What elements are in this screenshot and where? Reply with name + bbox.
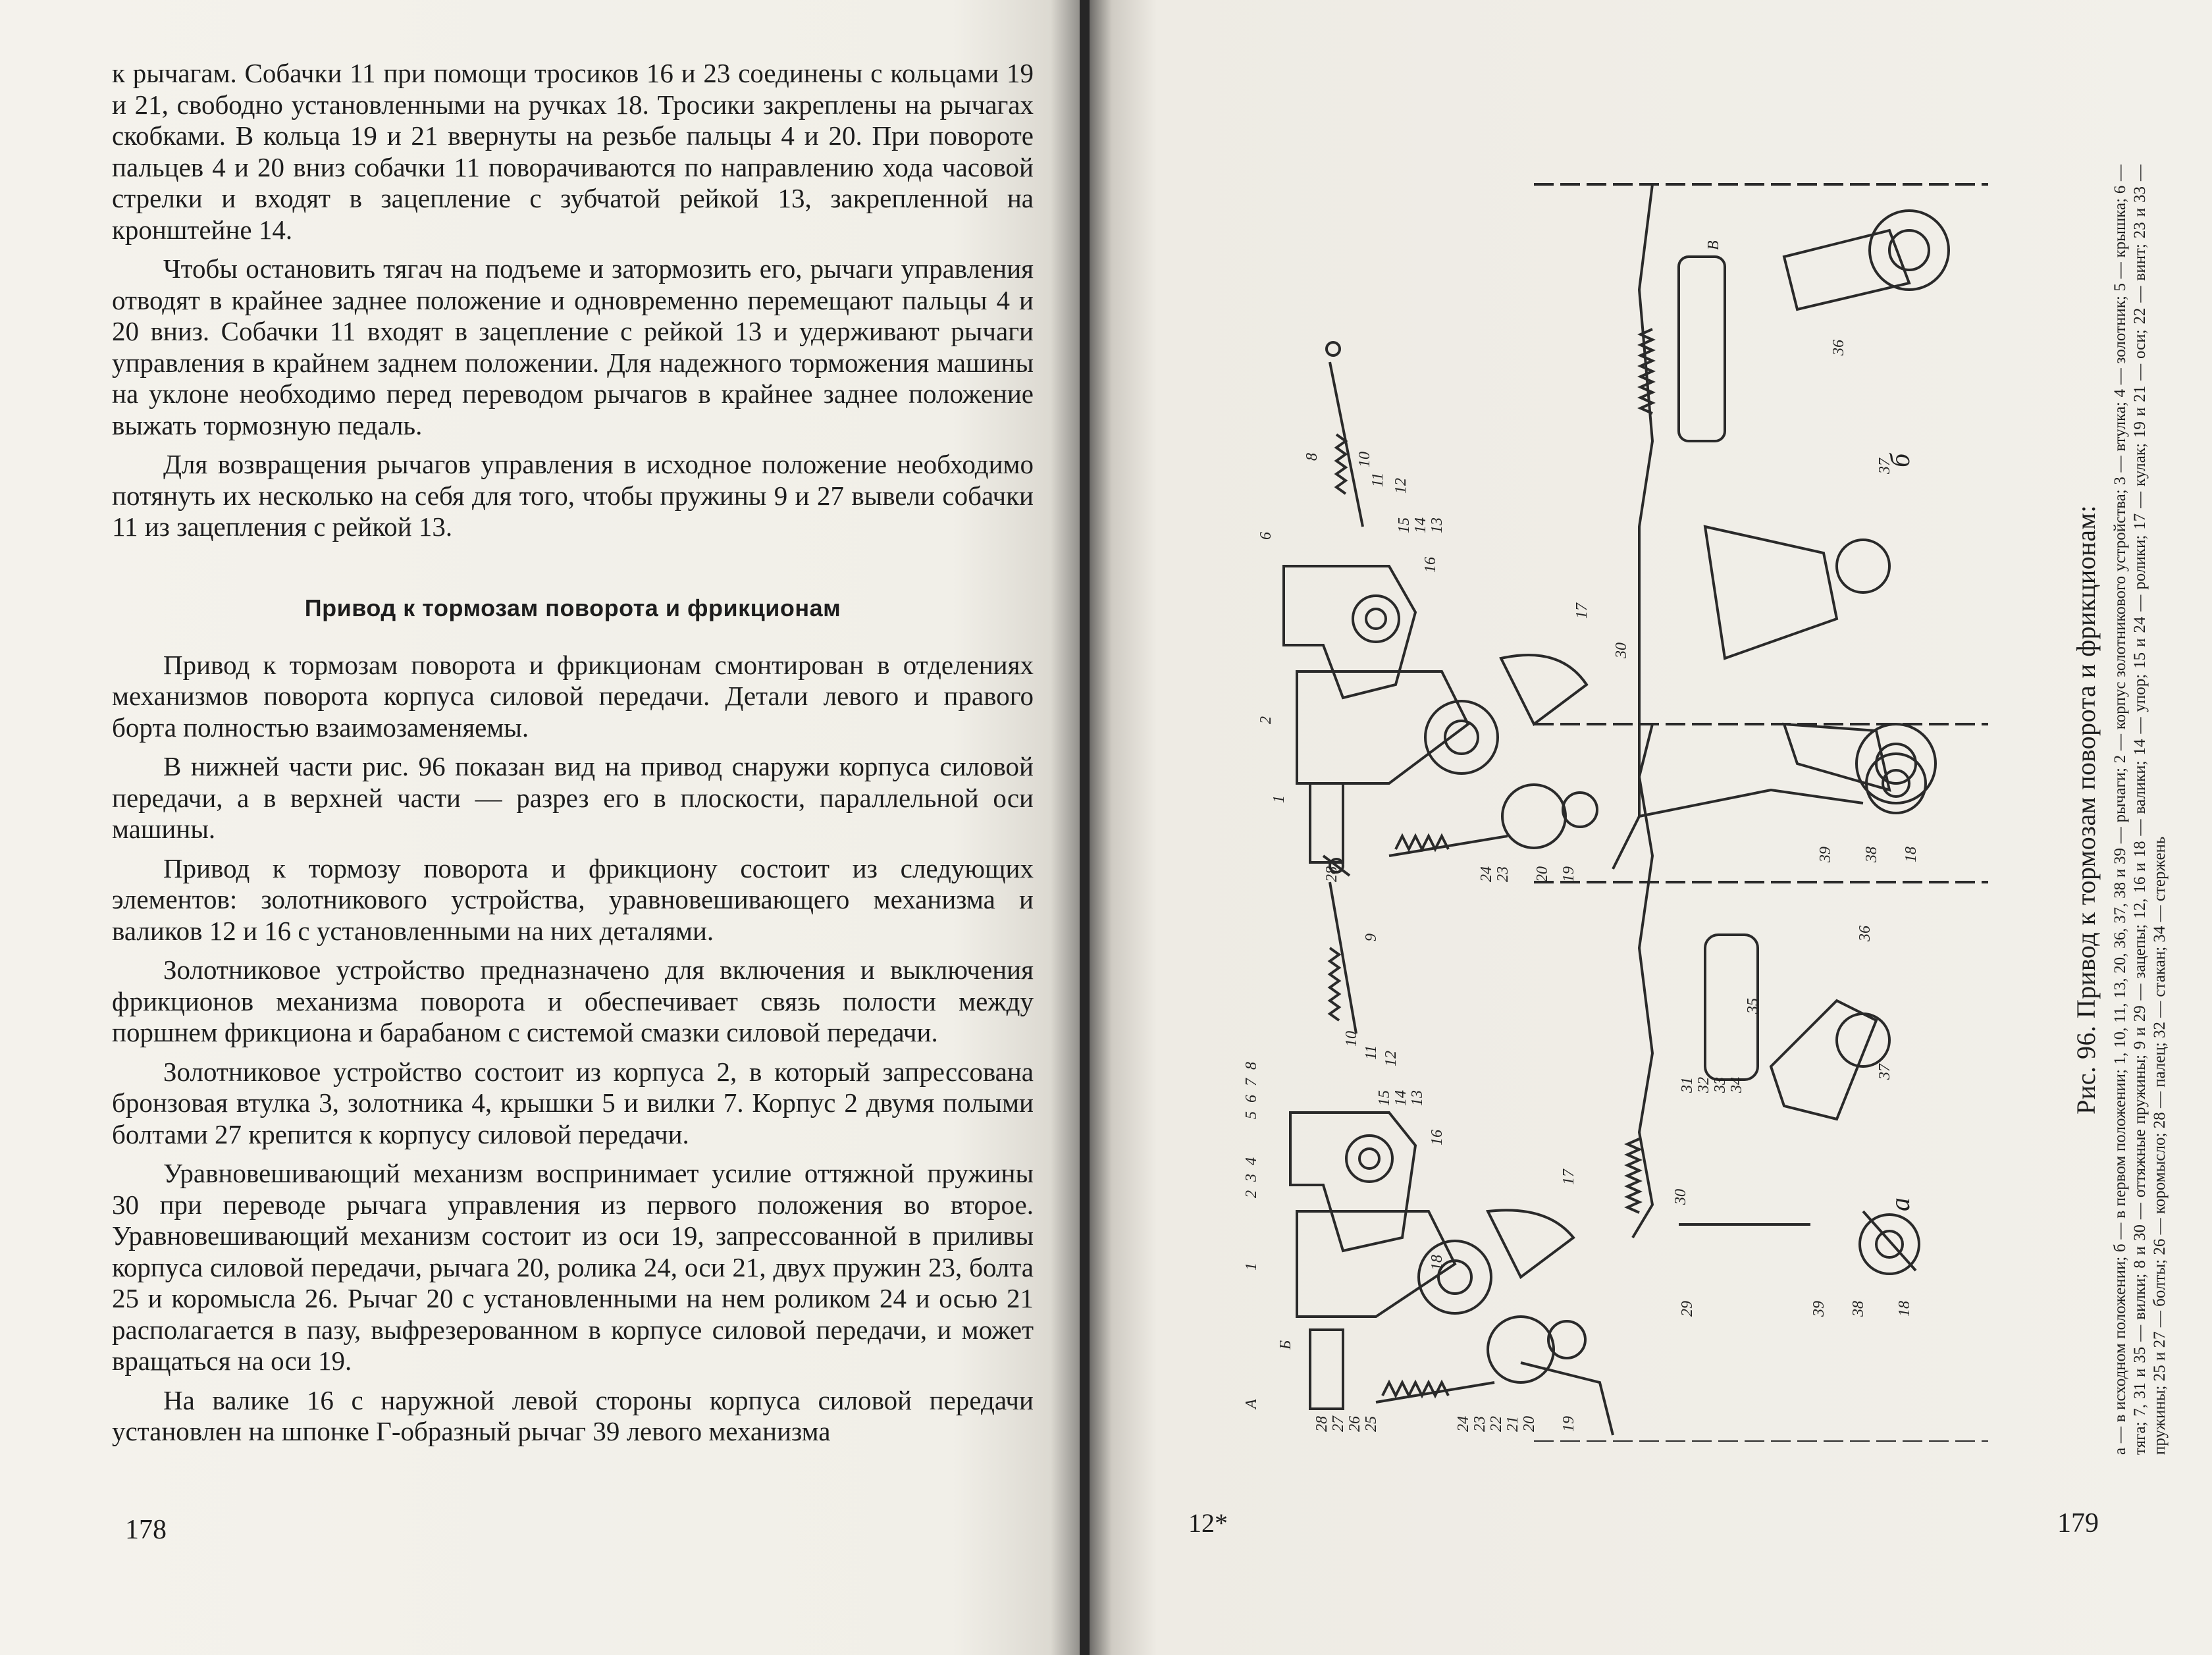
paragraph-9: Уравновешивающий механизм воспринимает усилие оттяжной пружины 30 при переводе рычага управления из первого положения во второе. Уравновешивающий механизм состоит из оси 19, запрессованной в приливы корпуса силовой передачи, рычага 20, ролика 24, оси 21, двух пружин 23, болта 25 и коромысла 26. Рычаг 20 с установленными на нем роликом 24 и осью 21 располагается в пазу, выфрезерованном в корпусе силовой передачи, и может вращаться на оси 19. — [112, 1158, 1034, 1376]
label-b-37: 37 — [1876, 458, 1893, 474]
label-b-20: 20 — [1534, 866, 1551, 882]
paragraph-2: Чтобы остановить тягач на подъеме и затормозить его, рычаги управления отводят в крайнее заднее положение и одновременно перемещают пальцы 4 и 20 вниз. Собачки 11 входят в зацепление с рейкой 13 и удерживают рычаги управления в крайнем заднем положении. Для надежного торможения машины на уклоне необходимо перед переводом рычагов в крайнее заднее положение выжать тормозную педаль. — [112, 253, 1034, 440]
subfigure-a-label: а — [1885, 1197, 1916, 1211]
left-page — [0, 0, 1083, 1655]
label-a-10: 10 — [1343, 1031, 1360, 1047]
label-a-36: 36 — [1856, 926, 1874, 941]
label-b-6: 6 — [1257, 532, 1275, 540]
label-a-18: 18 — [1429, 1255, 1446, 1271]
label-b-24: 24 — [1478, 866, 1495, 882]
label-a-35: 35 — [1745, 998, 1762, 1014]
label-a-39: 39 — [1810, 1301, 1828, 1317]
label-a-A: А — [1243, 1399, 1260, 1409]
label-b-39: 39 — [1817, 847, 1834, 862]
label-b-18: 18 — [1903, 847, 1920, 862]
label-a-9: 9 — [1363, 933, 1380, 941]
label-b-10: 10 — [1356, 452, 1373, 467]
label-a-25: 25 — [1363, 1416, 1380, 1432]
labels-subfig-b-bottom — [1613, 240, 1920, 863]
label-a-7: 7 — [1243, 1078, 1260, 1086]
label-a-37: 37 — [1876, 1064, 1893, 1080]
paragraph-7: Золотниковое устройство предназначено для включения и выключения фрикционов механизма поворота и обеспечивает связь полости между поршнем фрикциона и барабаном с системой смазки силовой передачи. — [112, 955, 1034, 1047]
label-a-27: 27 — [1330, 1416, 1347, 1432]
left-text-column — [112, 58, 1034, 1448]
label-b-15: 15 — [1396, 517, 1413, 533]
label-b-30: 30 — [1613, 643, 1630, 658]
labels-subfig-a-bottom — [1672, 926, 1913, 1317]
label-a-12: 12 — [1382, 1051, 1400, 1066]
drawing-b-bottom — [1534, 184, 1988, 882]
label-a-33: 33 — [1712, 1077, 1729, 1093]
label-a-B: Б — [1277, 1340, 1294, 1350]
label-a-20: 20 — [1521, 1416, 1538, 1432]
paragraph-5: В нижней части рис. 96 показан вид на привод снаружи корпуса силовой передачи, а в верхней части — разрез его в плоскости, параллельной оси машины. — [112, 751, 1034, 844]
label-a-31: 31 — [1679, 1077, 1696, 1093]
label-a-2: 2 — [1243, 1190, 1260, 1198]
label-a-3: 3 — [1243, 1174, 1260, 1182]
label-a-38: 38 — [1850, 1301, 1867, 1317]
label-a-18b: 18 — [1896, 1301, 1913, 1317]
label-a-34: 34 — [1728, 1077, 1745, 1093]
label-a-1: 1 — [1243, 1263, 1260, 1271]
paragraph-4: Привод к тормозам поворота и фрикционам смонтирован в отделениях механизмов поворота корпуса силовой передачи. Детали левого и правого борта полностью взаимозаменяемы. — [112, 649, 1034, 743]
figure-caption — [2070, 165, 2212, 1455]
label-a-26: 26 — [1346, 1416, 1363, 1432]
label-a-21: 21 — [1504, 1416, 1521, 1432]
label-a-14: 14 — [1392, 1090, 1409, 1106]
paragraph-6: Привод к тормозу поворота и фрикциону состоит из следующих элементов: золотникового устройства, уравновешивающего механизма и валиков 12 и 16 с установленными на них деталями. — [112, 853, 1034, 946]
subfigure-b-label: б — [1885, 453, 1916, 467]
section-heading: Привод к тормозам поворота и фрикционам — [304, 594, 841, 621]
label-a-23: 23 — [1471, 1416, 1488, 1432]
label-a-4: 4 — [1243, 1157, 1260, 1165]
label-b-28: 28 — [1323, 866, 1340, 882]
label-b-2: 2 — [1257, 716, 1275, 724]
paragraph-1: к рычагам. Собачки 11 при помощи тросиков 16 и 23 соединены с кольцами 19 и 21, свободно установленными на ручках 18. Тросики закреплены на рычагах скобками. В кольца 19 и 21 ввернуты на резьбе пальцы 4 и 20. При повороте пальцев 4 и 20 вниз собачки 11 поворачиваются по направлению хода часовой стрелки и входят в зацепление с зубчатой рейкой 13, закрепленной на кронштейне 14. — [112, 58, 1034, 245]
label-a-15: 15 — [1376, 1090, 1393, 1106]
label-a-28: 28 — [1313, 1416, 1330, 1432]
label-a-16: 16 — [1429, 1130, 1446, 1145]
drawing-b-top — [1284, 342, 1597, 862]
label-b-12: 12 — [1392, 478, 1409, 494]
label-a-30: 30 — [1672, 1189, 1689, 1205]
mechanism-drawing — [1178, 158, 1988, 1442]
label-a-22: 22 — [1488, 1416, 1505, 1432]
label-b-11: 11 — [1369, 472, 1386, 487]
label-b-23: 23 — [1494, 866, 1512, 882]
caption-body: а — в исходном положении; б — в первом положении; 1, 10, 11, 13, 20, 36, 37, 38 и 39 — рычаги; 2 — корпус золотникового устройства; 3 — втулка; 4 — золотник; 5 — крышка; 6 — тяга; 7, 31 и 35 — вилки; 8 и 30 — оттяжные пружины; 9 и 29 — зацепы; 12, 16 и 18 — валики; 14 — упор; 15 и 24 — ролики; 17 — кулак; 19 и 21 — оси; 22 — винт; 23 и 33 — пружины; 25 и 27 — болты; 26 — коромысло; 28 — палец; 32 — стакан; 34 — стержень — [2111, 165, 2169, 1455]
signature-mark: 12* — [1188, 1508, 1228, 1538]
caption-title: Рис. 96. Привод к тормозам поворота и фрикционам: — [2071, 505, 2101, 1115]
label-a-19: 19 — [1560, 1416, 1577, 1432]
drawing-a-bottom — [1534, 724, 1988, 1442]
label-b-17: 17 — [1573, 603, 1591, 619]
label-b-19: 19 — [1560, 866, 1577, 882]
label-a-24: 24 — [1455, 1416, 1472, 1432]
label-b-V: В — [1705, 240, 1722, 250]
label-a-13: 13 — [1409, 1090, 1426, 1106]
label-a-32: 32 — [1695, 1077, 1712, 1093]
label-a-29: 29 — [1679, 1301, 1696, 1317]
label-a-17: 17 — [1560, 1169, 1577, 1185]
paragraph-10: На валике 16 с наружной левой стороны корпуса силовой передачи установлен на шпонке Г-образный рычаг 39 левого механизма — [112, 1384, 1034, 1446]
label-b-13: 13 — [1429, 517, 1446, 533]
label-b-14: 14 — [1412, 517, 1429, 533]
paragraph-3: Для возвращения рычагов управления в исходное положение необходимо потянуть их несколько на себя для того, чтобы пружины 9 и 27 вывели собачки 11 из зацепления с рейкой 13. — [112, 449, 1034, 542]
label-b-8: 8 — [1304, 453, 1321, 461]
label-b-38: 38 — [1863, 847, 1880, 862]
label-b-16: 16 — [1422, 557, 1439, 573]
paragraph-8: Золотниковое устройство состоит из корпуса 2, в который запрессована бронзовая втулка 3, золотника 4, крышки 5 и вилки 7. Корпус 2 двумя полыми болтами 27 крепится к корпусу силовой передачи. — [112, 1056, 1034, 1149]
page-number-right: 179 — [2057, 1508, 2099, 1538]
label-b-1: 1 — [1271, 795, 1288, 803]
label-a-5: 5 — [1243, 1111, 1260, 1119]
label-b-36: 36 — [1830, 340, 1847, 355]
page-number-left: 178 — [125, 1515, 167, 1545]
labels-subfig-b-top — [1257, 452, 1591, 882]
figure-96-drawings — [1178, 158, 1988, 1442]
label-a-6: 6 — [1243, 1095, 1260, 1103]
label-a-11: 11 — [1363, 1045, 1380, 1060]
label-a-8: 8 — [1243, 1062, 1260, 1070]
drawing-a-top — [1290, 856, 1613, 1435]
